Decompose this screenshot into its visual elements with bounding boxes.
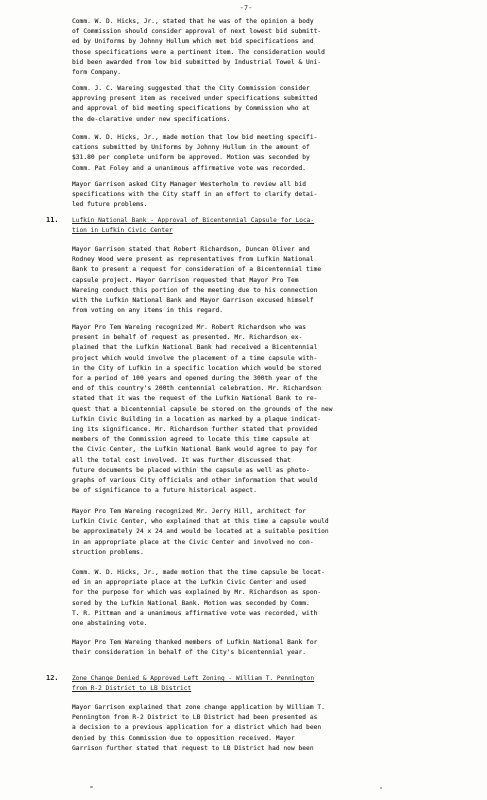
text-line: all the total cost involved. It was further discussed that: [72, 456, 291, 464]
text-line: Pennington from R-2 District to LB District had been presented as: [72, 714, 318, 722]
text-line: and approval of bid meeting specifications by Commission who at: [72, 105, 310, 113]
text-line: of Commission should consider approval of next lowest bid submitt-: [72, 28, 322, 36]
text-line: form Company.: [72, 69, 122, 77]
text-line: denied by this Commission due to opposition received. Mayor: [72, 734, 295, 742]
text-line: Mayor Pro Tem Wareing thanked members of Lufkin National Bank for: [72, 639, 318, 646]
text-line: Comm. J. C. Wareing suggested that the City Commission consider: [72, 85, 310, 92]
text-line: those specifications were a pertinent item. The consideration would: [72, 48, 325, 56]
heading-line: Lufkin National Bank - Approval of Bicentennial Capsule for Loca-: [72, 217, 315, 224]
paragraph-item11-hill: [72, 507, 329, 558]
item-number-11: 11.: [46, 216, 59, 224]
text-line: capsule project. Mayor Garrison requested that Mayor Pro Tem: [72, 276, 299, 284]
text-line: Mayor Pro Tem Wareing recognized Mr. Robert Richardson who was: [72, 324, 307, 331]
text-line: Lufkin Civic Center, who explained that at this time a capsule would: [72, 518, 329, 526]
text-line: one abstaining vote.: [72, 620, 148, 628]
scan-speck: [380, 787, 382, 789]
text-line: from voting on any items in this regard.: [72, 307, 224, 315]
text-line: project which would involve the placement of a time capsule with-: [72, 354, 318, 362]
text-line: a decision to a previous application for a district which had been: [72, 724, 322, 732]
text-line: for the purpose for which was explained by Mr. Richardson as spon-: [72, 589, 322, 597]
text-line: bid been awarded from low bid submitted by Industrial Towel & Uni-: [72, 58, 322, 66]
text-line: Mayor Garrison asked City Manager Westerholm to review all bid: [72, 181, 307, 188]
item-number-12: 12.: [46, 674, 59, 682]
text-line: for a period of 100 years and opened during the 300th year of the: [72, 375, 318, 383]
text-line: ed by Uniforms by Johnny Hullum which met bid specifications and: [72, 38, 314, 46]
text-line: Comm. W. D. Hicks, Jr., stated that he was of the opinion a body: [72, 18, 314, 25]
text-line: Bank to present a request for consideration of a Bicentennial time: [72, 266, 322, 274]
text-line: in the City of Lufkin in a specific location which would be stored: [72, 364, 322, 372]
paragraph-item11-richardson: [72, 323, 333, 496]
item-heading-11: [72, 216, 314, 236]
page-number: -7-: [239, 4, 253, 12]
text-line: their consideration in behalf of the City's bicentennial year.: [72, 649, 307, 657]
text-line: future documents be placed within the capsule as well as photo-: [72, 466, 310, 474]
text-line: graphs of various City officials and other information that would: [72, 477, 318, 485]
paragraph-garrison-review: [72, 180, 317, 211]
text-line: cations submitted by Uniforms by Johnny Hullum in the amount of: [72, 144, 310, 152]
text-line: the de-clarative under new specifications.: [72, 115, 231, 123]
item-heading-12: [72, 674, 314, 694]
text-line: Mayor Pro Tem Wareing recognized Mr. Jerry Hill, architect for: [72, 508, 307, 515]
heading-line: Zone Change Denied & Approved Left Zoning - William T. Pennington: [72, 675, 315, 682]
paragraph-item11-thanks: [72, 638, 317, 658]
text-line: ing its significance. Mr. Richardson further stated that provided: [72, 426, 318, 434]
text-line: Comm. Pat Foley and a unanimous affirmative vote was recorded.: [72, 164, 307, 172]
text-line: Comm. W. D. Hicks, Jr., made motion that low bid meeting specifi-: [72, 134, 318, 141]
text-line: led future problems.: [72, 201, 148, 209]
paragraph-hicks-opinion: [72, 17, 325, 78]
text-line: approving present item as received under specifications submitted: [72, 95, 318, 103]
text-line: present in behalf of request as presented. Mr. Richardson ex-: [72, 334, 303, 342]
text-line: Lufkin Civic Building in a location as marked by a plaque indicat-: [72, 415, 322, 423]
paragraph-item11-intro: [72, 245, 321, 316]
paragraph-wareing-suggestion: [72, 84, 317, 125]
text-line: in an appropriate place at the Civic Center and involved no con-: [72, 538, 314, 546]
paragraph-item12-intro: [72, 703, 325, 754]
text-line: Comm. W. D. Hicks, Jr., made motion that the time capsule be locat-: [72, 569, 325, 576]
text-line: Mayor Garrison explained that zone change application by William T.: [72, 704, 325, 711]
heading-line: tion in Lufkin Civic Center: [72, 227, 173, 235]
text-line: Mayor Garrison stated that Robert Richardson, Duncan Oliver and: [72, 246, 310, 253]
text-line: Garrison further stated that request to LB District had now been: [72, 744, 314, 752]
text-line: be approximately 24 x 24 and would be located at a suitable position: [72, 528, 329, 536]
text-line: Wareing conduct this portion of the meeting due to his connection: [72, 286, 318, 294]
text-line: members of the Commission agreed to locate this time capsule at: [72, 436, 310, 444]
text-line: sored by the Lufkin National Bank. Motion was seconded by Comm.: [72, 599, 310, 607]
paragraph-hicks-motion: [72, 133, 317, 174]
text-line: end of this country's 200th centennial celebration. Mr. Richardson: [72, 385, 322, 393]
text-line: be of significance to a future historical aspect.: [72, 487, 257, 495]
text-line: quest that a bicentennial capsule be stored on the grounds of the new: [72, 405, 333, 413]
scan-speck: [90, 786, 93, 788]
text-line: with the Lufkin National Bank and Mayor Garrison excused himself: [72, 297, 314, 305]
text-line: Rodney Wood were present as representatives from Lufkin National: [72, 256, 314, 264]
text-line: $31.80 per complete uniform be approved. Motion was seconded by: [72, 154, 310, 162]
paragraph-item11-motion: [72, 568, 325, 629]
text-line: T. R. Pittman and a unanimous affirmative vote was recorded, with: [72, 609, 318, 617]
text-line: ed in an appropriate place at the Lufkin Civic Center and used: [72, 579, 307, 587]
heading-line: from R-2 District to LB District: [72, 685, 192, 693]
text-line: stated that it was the request of the Lufkin National Bank to re-: [72, 395, 318, 403]
text-line: specifications with the City staff in an effort to clarify detai-: [72, 191, 318, 199]
text-line: the Civic Center, the Lufkin National Bank would agree to pay for: [72, 446, 318, 454]
text-line: plained that the Lufkin National Bank had received a Bicentennial: [72, 344, 318, 352]
text-line: struction problems.: [72, 548, 144, 556]
